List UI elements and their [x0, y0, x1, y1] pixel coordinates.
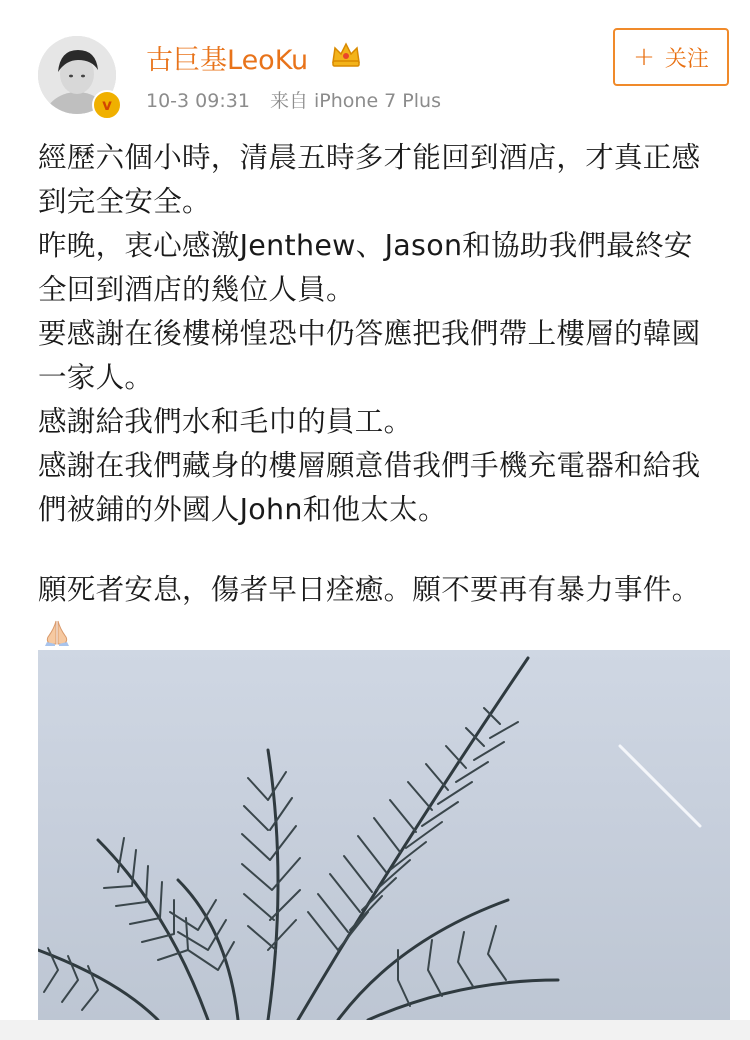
post-time: 10-3 09:31	[146, 90, 250, 112]
post-closing	[38, 568, 718, 656]
post-content	[38, 136, 718, 656]
username[interactable]: 古巨基LeoKu	[146, 45, 309, 76]
post-line: 感謝在我們藏身的樓層願意借我們手機充電器和給我們被鋪的外國人John和他太太。	[38, 449, 701, 526]
post-line: 感謝給我們水和毛巾的員工。	[38, 405, 413, 438]
follow-button[interactable]	[613, 28, 729, 86]
post-source[interactable]: 来自 iPhone 7 Plus	[269, 90, 441, 112]
post-photo[interactable]	[38, 650, 730, 1020]
bottom-bar	[0, 1020, 750, 1040]
paragraph-gap	[38, 532, 718, 568]
post-header	[0, 0, 750, 120]
pray-icon	[42, 617, 72, 647]
post-line: 經歷六個小時，清晨五時多才能回到酒店，才真正感到完全安全。	[38, 141, 701, 218]
post-line: 昨晚，衷心感激Jenthew、Jason和協助我們最終安全回到酒店的幾位人員。	[38, 229, 693, 306]
follow-label: 关注	[664, 46, 709, 72]
post-line: 要感謝在後樓梯惶恐中仍答應把我們帶上樓層的韓國一家人。	[38, 317, 701, 394]
crown-icon	[330, 40, 362, 68]
palm-sky-image	[38, 650, 730, 1020]
post-closing-text: 願死者安息，傷者早日痊癒。願不要再有暴力事件。	[38, 573, 701, 606]
v-badge-icon: v	[92, 90, 122, 120]
post-meta	[146, 86, 441, 113]
plus-icon: +	[633, 42, 655, 72]
